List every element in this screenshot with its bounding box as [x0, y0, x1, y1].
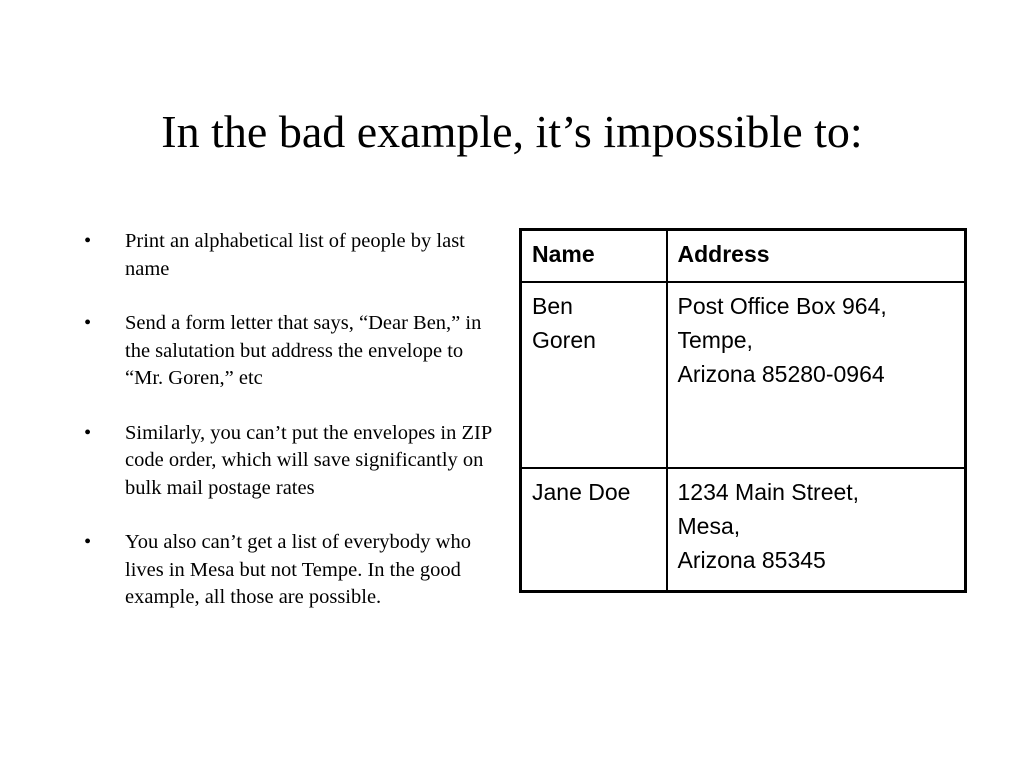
bullet-icon: •	[84, 531, 92, 553]
address-cell	[667, 282, 966, 468]
column-header-name: Name	[521, 230, 667, 282]
bullet-item	[84, 310, 496, 393]
name-cell	[521, 468, 667, 592]
name-line: Ben	[532, 292, 573, 319]
address-line: Mesa,	[677, 512, 741, 539]
column-header-address: Address	[667, 230, 966, 282]
bullet-item	[84, 529, 496, 612]
address-cell	[667, 468, 966, 592]
bullet-icon: •	[84, 312, 92, 334]
table-row	[521, 468, 966, 592]
bullet-icon: •	[84, 421, 92, 444]
slide-title: In the bad example, it’s impossible to:	[161, 106, 863, 157]
address-line: 1234 Main Street,	[677, 478, 860, 505]
table-row	[521, 282, 966, 468]
bullet-text: You also can’t get a list of everybody who lives in Mesa but not Tempe. In the good example, all those are possible.	[125, 531, 471, 608]
name-line: Goren	[532, 326, 596, 353]
bullet-list	[84, 228, 496, 639]
table-header-row	[521, 230, 966, 282]
bullet-icon: •	[84, 230, 92, 252]
name-line: Jane Doe	[532, 478, 631, 505]
bullet-text: Send a form letter that says, “Dear Ben,” in the salutation but address the envelope to “Mr. Goren,” etc	[125, 312, 482, 389]
bullet-text: Print an alphabetical list of people by last name	[125, 230, 465, 280]
name-cell	[521, 282, 667, 468]
address-line: Arizona 85345	[677, 546, 826, 573]
address-line: Tempe,	[677, 326, 753, 353]
address-line: Arizona 85280-0964	[677, 360, 885, 387]
bullet-text: Similarly, you can’t put the envelopes in ZIP code order, which will save significantly on bulk mail postage rates	[125, 421, 492, 499]
bullet-item	[84, 420, 496, 503]
address-table	[519, 228, 967, 593]
bullet-item	[84, 228, 496, 283]
address-line: Post Office Box 964,	[677, 292, 887, 319]
